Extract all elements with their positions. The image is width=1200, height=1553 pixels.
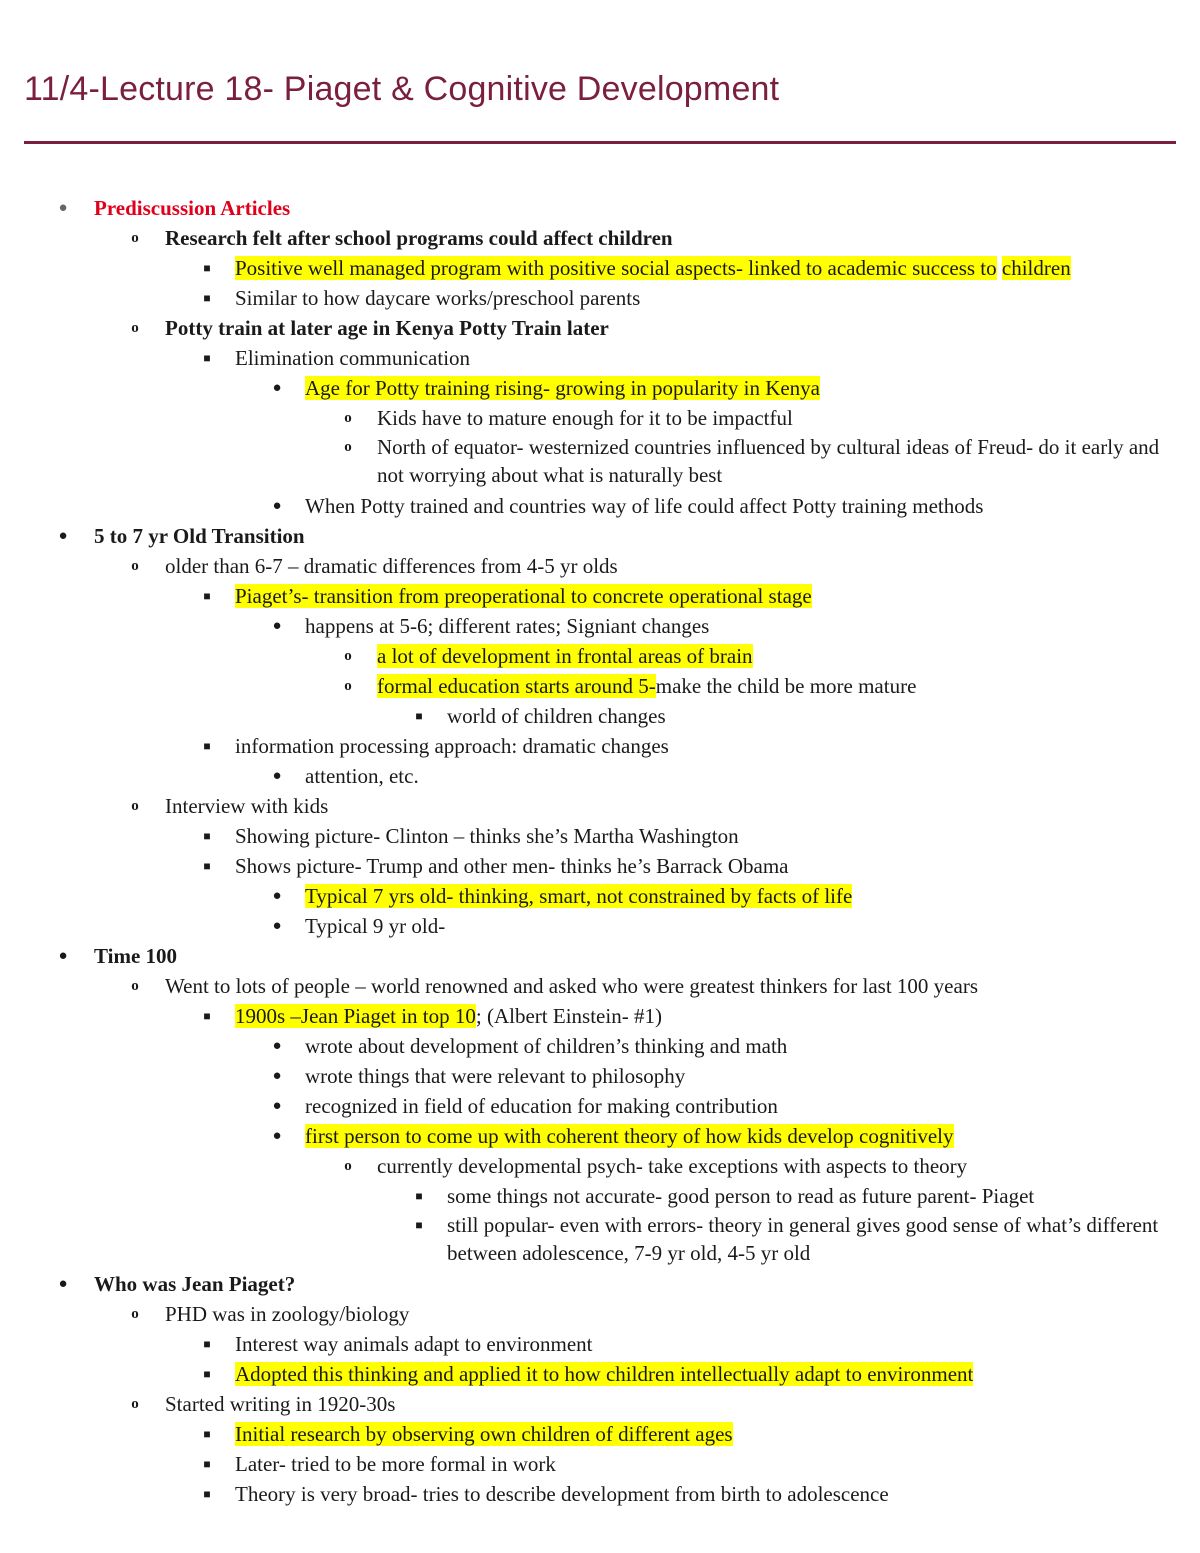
bullet-icon: ● <box>272 1128 282 1144</box>
list-item-text: Interest way animals adapt to environment <box>235 1332 593 1356</box>
list-item <box>0 761 1200 791</box>
bullet-icon: ■ <box>203 1427 211 1441</box>
list-item <box>0 1121 1200 1151</box>
bullet-icon: ■ <box>415 1218 423 1232</box>
section-heading: Time 100 <box>94 944 178 968</box>
list-item-text: PHD was in zoology/biology <box>165 1302 410 1326</box>
list-item <box>0 1329 1200 1359</box>
notes-outline <box>0 193 1200 1509</box>
bullet-icon: o <box>344 648 352 664</box>
list-item-text: currently developmental psych- take exceptions with aspects to theory <box>377 1154 968 1178</box>
list-item <box>0 1061 1200 1091</box>
list-item <box>0 1181 1200 1211</box>
list-item <box>0 851 1200 881</box>
list-item <box>0 971 1200 1001</box>
list-item <box>0 1299 1200 1329</box>
bullet-icon: ■ <box>203 829 211 843</box>
list-item-text: Went to lots of people – world renowned and asked who were greatest thinkers for last 100 years <box>165 974 978 998</box>
bullet-icon: o <box>131 1306 139 1322</box>
list-item <box>0 223 1200 253</box>
list-item <box>0 1091 1200 1121</box>
bullet-icon: ■ <box>415 709 423 723</box>
bullet-icon: ■ <box>203 1367 211 1381</box>
list-item <box>0 881 1200 911</box>
list-item <box>0 1031 1200 1061</box>
highlighted-text: Typical 7 yrs old- thinking, smart, not constrained by facts of life <box>305 884 853 908</box>
list-item <box>0 373 1200 403</box>
list-item <box>0 671 1200 701</box>
list-item-text: Interview with kids <box>165 794 329 818</box>
list-item <box>0 193 1200 223</box>
bullet-icon: o <box>344 410 352 426</box>
list-item <box>0 403 1200 433</box>
list-item <box>0 1359 1200 1389</box>
list-item <box>0 283 1200 313</box>
bullet-icon: ● <box>272 618 282 634</box>
list-item <box>0 551 1200 581</box>
list-item <box>0 1419 1200 1449</box>
list-item <box>0 433 1200 491</box>
list-item <box>0 821 1200 851</box>
bullet-icon: ● <box>58 948 68 964</box>
list-item-text: recognized in field of education for making contribution <box>305 1094 778 1118</box>
list-item <box>0 253 1200 283</box>
bullet-icon: ■ <box>203 351 211 365</box>
list-item <box>0 521 1200 551</box>
bullet-icon: ■ <box>203 1337 211 1351</box>
highlighted-text: first person to come up with coherent theory of how kids develop cognitively <box>305 1124 954 1148</box>
list-item <box>0 1001 1200 1031</box>
list-item-text: Potty train at later age in Kenya Potty Train later <box>165 316 609 340</box>
list-item-text: Research felt after school programs could affect children <box>165 226 673 250</box>
highlighted-text: formal education starts around 5- <box>377 674 656 698</box>
list-item <box>0 731 1200 761</box>
list-item-text: Later- tried to be more formal in work <box>235 1452 556 1476</box>
highlighted-text: a lot of development in frontal areas of brain <box>377 644 753 668</box>
highlighted-text: 1900s –Jean Piaget in top 10 <box>235 1004 476 1028</box>
bullet-icon: ● <box>58 528 68 544</box>
bullet-icon: o <box>344 678 352 694</box>
bullet-icon: ■ <box>203 859 211 873</box>
list-item-text: When Potty trained and countries way of life could affect Potty training methods <box>305 494 984 518</box>
list-item-text: Showing picture- Clinton – thinks she’s Martha Washington <box>235 824 739 848</box>
title-divider <box>24 141 1176 144</box>
bullet-icon: o <box>131 798 139 814</box>
list-item <box>0 1211 1200 1269</box>
list-item <box>0 343 1200 373</box>
list-item-text: Kids have to mature enough for it to be impactful <box>377 406 793 430</box>
list-item <box>0 1151 1200 1181</box>
list-item-text: Shows picture- Trump and other men- thinks he’s Barrack Obama <box>235 854 789 878</box>
highlighted-text: Adopted this thinking and applied it to how children intellectually adapt to environment <box>235 1362 974 1386</box>
list-item-text: still popular- even with errors- theory in general gives good sense of what’s different between adolescence, 7-9 yr old, 4-5 yr old <box>447 1213 1159 1265</box>
bullet-icon: ● <box>272 498 282 514</box>
list-item-text: wrote things that were relevant to philosophy <box>305 1064 686 1088</box>
list-item-text: Typical 9 yr old- <box>305 914 446 938</box>
section-heading: Who was Jean Piaget? <box>94 1272 296 1296</box>
list-item-text: happens at 5-6; different rates; Signiant changes <box>305 614 710 638</box>
list-item <box>0 1479 1200 1509</box>
bullet-icon: o <box>131 320 139 336</box>
list-item-text: wrote about development of children’s thinking and math <box>305 1034 788 1058</box>
list-item <box>0 701 1200 731</box>
bullet-icon: o <box>344 1158 352 1174</box>
list-item-text: information processing approach: dramatic changes <box>235 734 669 758</box>
bullet-icon: o <box>131 1396 139 1412</box>
list-item <box>0 611 1200 641</box>
list-item <box>0 1449 1200 1479</box>
bullet-icon: ● <box>272 918 282 934</box>
page-title: 11/4-Lecture 18- Piaget & Cognitive Development <box>24 70 780 108</box>
list-item-text: North of equator- westernized countries influenced by cultural ideas of Freud- do it early and not worrying about what is naturally best <box>377 435 1160 487</box>
bullet-icon: ● <box>272 888 282 904</box>
list-item <box>0 941 1200 971</box>
list-item-text: ; (Albert Einstein- #1) <box>475 1004 662 1028</box>
list-item-text: world of children changes <box>447 704 666 728</box>
highlighted-text: Positive well managed program with positive social aspects- linked to academic success to <box>235 256 997 280</box>
highlighted-text: Age for Potty training rising- growing in popularity in Kenya <box>305 376 821 400</box>
list-item-text: attention, etc. <box>305 764 419 788</box>
list-item <box>0 491 1200 521</box>
bullet-icon: ■ <box>415 1189 423 1203</box>
bullet-icon: ■ <box>203 1457 211 1471</box>
bullet-icon: ■ <box>203 739 211 753</box>
bullet-icon: o <box>131 230 139 246</box>
bullet-icon: ● <box>272 380 282 396</box>
list-item-text: make the child be more mature <box>655 674 917 698</box>
highlighted-text: children <box>1001 256 1071 280</box>
list-item <box>0 641 1200 671</box>
list-item-text <box>235 253 1071 283</box>
bullet-icon: o <box>344 439 352 455</box>
bullet-icon: ● <box>272 1038 282 1054</box>
list-item <box>0 581 1200 611</box>
bullet-icon: ● <box>58 200 68 216</box>
list-item-text: Started writing in 1920-30s <box>165 1392 396 1416</box>
list-item <box>0 791 1200 821</box>
bullet-icon: ■ <box>203 261 211 275</box>
bullet-icon: o <box>131 558 139 574</box>
list-item-text: some things not accurate- good person to read as future parent- Piaget <box>447 1184 1035 1208</box>
list-item <box>0 911 1200 941</box>
bullet-icon: ● <box>272 1098 282 1114</box>
list-item <box>0 313 1200 343</box>
list-item <box>0 1389 1200 1419</box>
bullet-icon: ■ <box>203 291 211 305</box>
bullet-icon: ● <box>272 768 282 784</box>
bullet-icon: ● <box>58 1276 68 1292</box>
bullet-icon: o <box>131 978 139 994</box>
list-item-text: Similar to how daycare works/preschool parents <box>235 286 641 310</box>
list-item-text: Elimination communication <box>235 346 471 370</box>
list-item <box>0 1269 1200 1299</box>
bullet-icon: ● <box>272 1068 282 1084</box>
list-item-text: Theory is very broad- tries to describe development from birth to adolescence <box>235 1482 889 1506</box>
bullet-icon: ■ <box>203 589 211 603</box>
section-heading: Prediscussion Articles <box>94 196 291 220</box>
section-heading: 5 to 7 yr Old Transition <box>94 524 305 548</box>
bullet-icon: ■ <box>203 1009 211 1023</box>
highlighted-text: Piaget’s- transition from preoperational to concrete operational stage <box>235 584 812 608</box>
list-item-text: older than 6-7 – dramatic differences from 4-5 yr olds <box>165 554 618 578</box>
bullet-icon: ■ <box>203 1487 211 1501</box>
highlighted-text: Initial research by observing own children of different ages <box>235 1422 733 1446</box>
